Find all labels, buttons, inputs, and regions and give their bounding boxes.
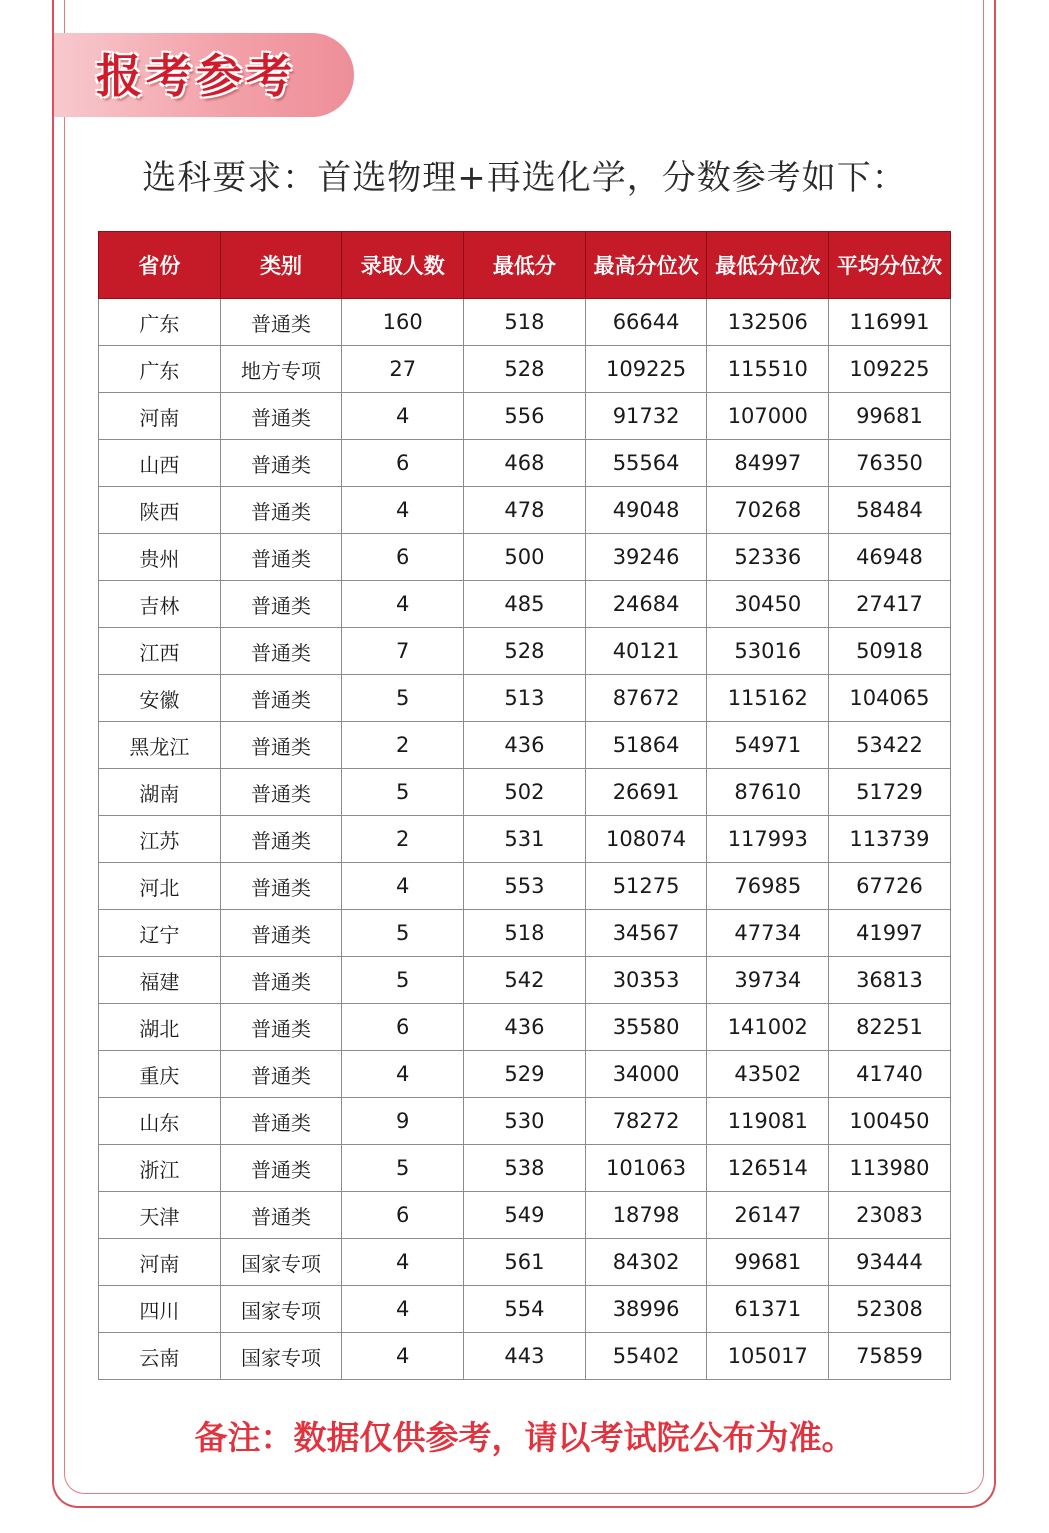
table-cell: 39246 — [585, 534, 707, 581]
table-row — [99, 863, 951, 910]
table-cell: 554 — [464, 1286, 586, 1333]
table-cell: 广东 — [99, 299, 221, 346]
table-cell: 117993 — [707, 816, 829, 863]
table-cell: 6 — [342, 440, 464, 487]
table-cell: 普通类 — [220, 863, 342, 910]
table-cell: 35580 — [585, 1004, 707, 1051]
column-header: 录取人数 — [342, 232, 464, 299]
column-header: 最低分位次 — [707, 232, 829, 299]
table-cell: 39734 — [707, 957, 829, 1004]
table-cell: 485 — [464, 581, 586, 628]
table-row — [99, 1004, 951, 1051]
table-cell: 100450 — [829, 1098, 951, 1145]
table-cell: 26691 — [585, 769, 707, 816]
table-cell: 6 — [342, 534, 464, 581]
table-row — [99, 487, 951, 534]
table-cell: 84997 — [707, 440, 829, 487]
table-cell: 山东 — [99, 1098, 221, 1145]
table-cell: 468 — [464, 440, 586, 487]
table-cell: 108074 — [585, 816, 707, 863]
table-cell: 贵州 — [99, 534, 221, 581]
table-cell: 436 — [464, 722, 586, 769]
table-row — [99, 1192, 951, 1239]
table-row — [99, 1145, 951, 1192]
table-cell: 5 — [342, 1145, 464, 1192]
table-cell: 广东 — [99, 346, 221, 393]
table-cell: 500 — [464, 534, 586, 581]
table-cell: 87672 — [585, 675, 707, 722]
table-cell: 6 — [342, 1004, 464, 1051]
table-cell: 75859 — [829, 1333, 951, 1380]
table-cell: 4 — [342, 1051, 464, 1098]
table-cell: 542 — [464, 957, 586, 1004]
table-cell: 四川 — [99, 1286, 221, 1333]
table-cell: 58484 — [829, 487, 951, 534]
table-row — [99, 816, 951, 863]
table-cell: 普通类 — [220, 628, 342, 675]
table-row — [99, 628, 951, 675]
table-cell: 67726 — [829, 863, 951, 910]
table-cell: 30450 — [707, 581, 829, 628]
table-cell: 河北 — [99, 863, 221, 910]
table-cell: 吉林 — [99, 581, 221, 628]
table-cell: 53016 — [707, 628, 829, 675]
table-cell: 119081 — [707, 1098, 829, 1145]
table-cell: 78272 — [585, 1098, 707, 1145]
table-cell: 4 — [342, 393, 464, 440]
table-row — [99, 346, 951, 393]
table-row — [99, 1098, 951, 1145]
table-cell: 普通类 — [220, 1004, 342, 1051]
table-cell: 4 — [342, 1286, 464, 1333]
table-cell: 国家专项 — [220, 1239, 342, 1286]
table-cell: 江西 — [99, 628, 221, 675]
table-cell: 4 — [342, 581, 464, 628]
table-cell: 9 — [342, 1098, 464, 1145]
table-cell: 99681 — [829, 393, 951, 440]
table-cell: 51864 — [585, 722, 707, 769]
table-cell: 陕西 — [99, 487, 221, 534]
table-cell: 46948 — [829, 534, 951, 581]
table-cell: 61371 — [707, 1286, 829, 1333]
table-cell: 84302 — [585, 1239, 707, 1286]
table-cell: 普通类 — [220, 957, 342, 1004]
table-cell: 7 — [342, 628, 464, 675]
table-cell: 66644 — [585, 299, 707, 346]
table-cell: 76350 — [829, 440, 951, 487]
table-cell: 4 — [342, 1239, 464, 1286]
table-cell: 109225 — [829, 346, 951, 393]
table-cell: 107000 — [707, 393, 829, 440]
table-cell: 安徽 — [99, 675, 221, 722]
table-row — [99, 675, 951, 722]
table-row — [99, 910, 951, 957]
admission-table — [98, 231, 951, 1380]
table-cell: 河南 — [99, 1239, 221, 1286]
table-cell: 443 — [464, 1333, 586, 1380]
table-cell: 113739 — [829, 816, 951, 863]
table-cell: 5 — [342, 769, 464, 816]
table-cell: 普通类 — [220, 534, 342, 581]
table-cell: 105017 — [707, 1333, 829, 1380]
table-cell: 116991 — [829, 299, 951, 346]
table-cell: 江苏 — [99, 816, 221, 863]
table-cell: 38996 — [585, 1286, 707, 1333]
table-cell: 518 — [464, 299, 586, 346]
table-row — [99, 299, 951, 346]
table-cell: 普通类 — [220, 722, 342, 769]
table-cell: 52336 — [707, 534, 829, 581]
table-cell: 普通类 — [220, 910, 342, 957]
table-cell: 普通类 — [220, 581, 342, 628]
table-cell: 518 — [464, 910, 586, 957]
table-cell: 湖南 — [99, 769, 221, 816]
table-cell: 51275 — [585, 863, 707, 910]
column-header: 平均分位次 — [829, 232, 951, 299]
table-cell: 普通类 — [220, 1051, 342, 1098]
table-cell: 55564 — [585, 440, 707, 487]
table-cell: 109225 — [585, 346, 707, 393]
table-cell: 国家专项 — [220, 1333, 342, 1380]
table-cell: 50918 — [829, 628, 951, 675]
table-row — [99, 1239, 951, 1286]
table-cell: 104065 — [829, 675, 951, 722]
table-cell: 浙江 — [99, 1145, 221, 1192]
table-cell: 普通类 — [220, 769, 342, 816]
table-cell: 52308 — [829, 1286, 951, 1333]
table-cell: 76985 — [707, 863, 829, 910]
column-header: 省份 — [99, 232, 221, 299]
table-cell: 4 — [342, 1333, 464, 1380]
table-cell: 2 — [342, 722, 464, 769]
table-row — [99, 393, 951, 440]
table-cell: 国家专项 — [220, 1286, 342, 1333]
table-cell: 132506 — [707, 299, 829, 346]
table-row — [99, 957, 951, 1004]
table-row — [99, 722, 951, 769]
section-title: 报考参考 — [96, 49, 296, 103]
table-row — [99, 769, 951, 816]
table-cell: 26147 — [707, 1192, 829, 1239]
table-body — [99, 299, 951, 1380]
table-cell: 51729 — [829, 769, 951, 816]
table-cell: 36813 — [829, 957, 951, 1004]
table-cell: 普通类 — [220, 440, 342, 487]
table-cell: 普通类 — [220, 1192, 342, 1239]
table-cell: 34000 — [585, 1051, 707, 1098]
table-cell: 5 — [342, 675, 464, 722]
table-cell: 160 — [342, 299, 464, 346]
table-cell: 529 — [464, 1051, 586, 1098]
table-row — [99, 440, 951, 487]
table-cell: 538 — [464, 1145, 586, 1192]
table-cell: 4 — [342, 863, 464, 910]
table-cell: 87610 — [707, 769, 829, 816]
table-cell: 91732 — [585, 393, 707, 440]
table-cell: 528 — [464, 628, 586, 675]
table-cell: 34567 — [585, 910, 707, 957]
table-cell: 115510 — [707, 346, 829, 393]
table-cell: 478 — [464, 487, 586, 534]
table-cell: 黑龙江 — [99, 722, 221, 769]
table-cell: 528 — [464, 346, 586, 393]
table-cell: 113980 — [829, 1145, 951, 1192]
table-cell: 436 — [464, 1004, 586, 1051]
table-cell: 101063 — [585, 1145, 707, 1192]
table-cell: 普通类 — [220, 675, 342, 722]
table-cell: 2 — [342, 816, 464, 863]
table-cell: 99681 — [707, 1239, 829, 1286]
table-cell: 18798 — [585, 1192, 707, 1239]
table-cell: 53422 — [829, 722, 951, 769]
table-cell: 530 — [464, 1098, 586, 1145]
table-cell: 556 — [464, 393, 586, 440]
table-cell: 531 — [464, 816, 586, 863]
table-cell: 湖北 — [99, 1004, 221, 1051]
table-cell: 141002 — [707, 1004, 829, 1051]
column-header: 类别 — [220, 232, 342, 299]
table-cell: 云南 — [99, 1333, 221, 1380]
column-header: 最高分位次 — [585, 232, 707, 299]
table-cell: 普通类 — [220, 299, 342, 346]
table-cell: 47734 — [707, 910, 829, 957]
table-row — [99, 1333, 951, 1380]
table-cell: 27417 — [829, 581, 951, 628]
table-cell: 126514 — [707, 1145, 829, 1192]
table-cell: 普通类 — [220, 816, 342, 863]
table-cell: 30353 — [585, 957, 707, 1004]
table-cell: 49048 — [585, 487, 707, 534]
table-cell: 普通类 — [220, 487, 342, 534]
table-cell: 55402 — [585, 1333, 707, 1380]
table-cell: 41740 — [829, 1051, 951, 1098]
table-cell: 重庆 — [99, 1051, 221, 1098]
table-row — [99, 534, 951, 581]
table-cell: 4 — [342, 487, 464, 534]
table-cell: 43502 — [707, 1051, 829, 1098]
table-cell: 24684 — [585, 581, 707, 628]
table-cell: 553 — [464, 863, 586, 910]
table-cell: 天津 — [99, 1192, 221, 1239]
table-cell: 93444 — [829, 1239, 951, 1286]
table-cell: 561 — [464, 1239, 586, 1286]
table-cell: 普通类 — [220, 1098, 342, 1145]
table-row — [99, 1286, 951, 1333]
table-cell: 54971 — [707, 722, 829, 769]
table-row — [99, 1051, 951, 1098]
table-cell: 辽宁 — [99, 910, 221, 957]
table-cell: 6 — [342, 1192, 464, 1239]
table-cell: 河南 — [99, 393, 221, 440]
table-cell: 70268 — [707, 487, 829, 534]
table-cell: 115162 — [707, 675, 829, 722]
table-row — [99, 581, 951, 628]
table-cell: 513 — [464, 675, 586, 722]
table-cell: 普通类 — [220, 1145, 342, 1192]
table-cell: 福建 — [99, 957, 221, 1004]
footer-note: 备注：数据仅供参考，请以考试院公布为准。 — [194, 1418, 855, 1457]
table-cell: 27 — [342, 346, 464, 393]
subject-requirement: 选科要求：首选物理+再选化学，分数参考如下： — [142, 158, 907, 198]
table-cell: 5 — [342, 910, 464, 957]
column-header: 最低分 — [464, 232, 586, 299]
table-cell: 549 — [464, 1192, 586, 1239]
table-cell: 502 — [464, 769, 586, 816]
table-cell: 82251 — [829, 1004, 951, 1051]
table-cell: 5 — [342, 957, 464, 1004]
table-cell: 40121 — [585, 628, 707, 675]
table-cell: 普通类 — [220, 393, 342, 440]
table-header-row — [99, 232, 951, 299]
table-cell: 41997 — [829, 910, 951, 957]
table-cell: 地方专项 — [220, 346, 342, 393]
table-cell: 23083 — [829, 1192, 951, 1239]
table-cell: 山西 — [99, 440, 221, 487]
